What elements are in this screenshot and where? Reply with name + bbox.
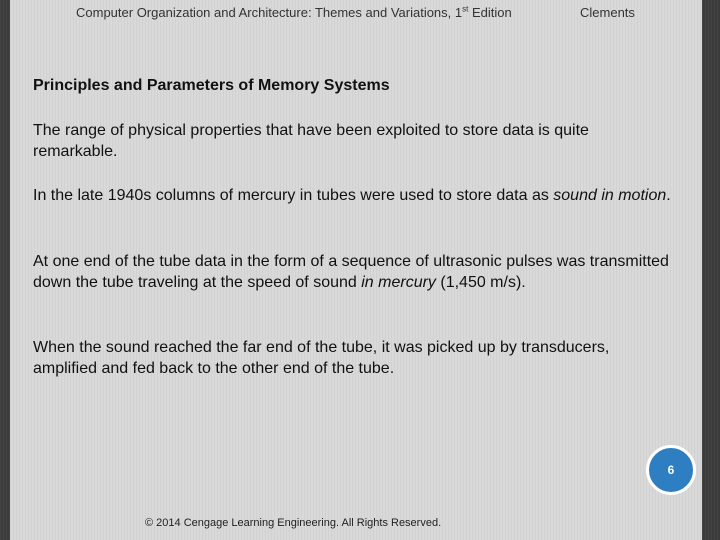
- paragraph-3-emphasis: in mercury: [361, 274, 436, 291]
- paragraph-3: [33, 251, 673, 293]
- edition-superscript: st: [462, 4, 469, 14]
- paragraph-2: [33, 185, 673, 206]
- paragraph-2-text: In the late 1940s columns of mercury in tubes were used to store data as: [33, 187, 554, 204]
- author-name: Clements: [580, 5, 635, 20]
- paragraph-2-emphasis: sound in motion: [553, 187, 667, 204]
- copyright-footer: © 2014 Cengage Learning Engineering. All Rights Reserved.: [145, 517, 442, 529]
- paragraph-3-end: (1,450 m/s).: [435, 274, 526, 291]
- slide: [10, 0, 702, 540]
- paragraph-3-text: At one end of the tube data in the form of a sequence of ultrasonic pulses was transmitted down the tube traveling at the speed of sound: [33, 253, 669, 291]
- slide-title: Principles and Parameters of Memory Systems: [33, 77, 390, 94]
- book-title-text: Computer Organization and Architecture: Themes and Variations, 1: [76, 5, 463, 20]
- edition-suffix: Edition: [468, 5, 512, 20]
- book-title: [76, 5, 512, 20]
- paragraph-2-end: .: [666, 187, 671, 204]
- paragraph-4: When the sound reached the far end of the tube, it was picked up by transducers, amplified and fed back to the other end of the tube.: [33, 339, 610, 377]
- paragraph-1: The range of physical properties that have been exploited to store data is quite remarkable.: [33, 122, 589, 160]
- page-number-badge: 6: [646, 445, 696, 495]
